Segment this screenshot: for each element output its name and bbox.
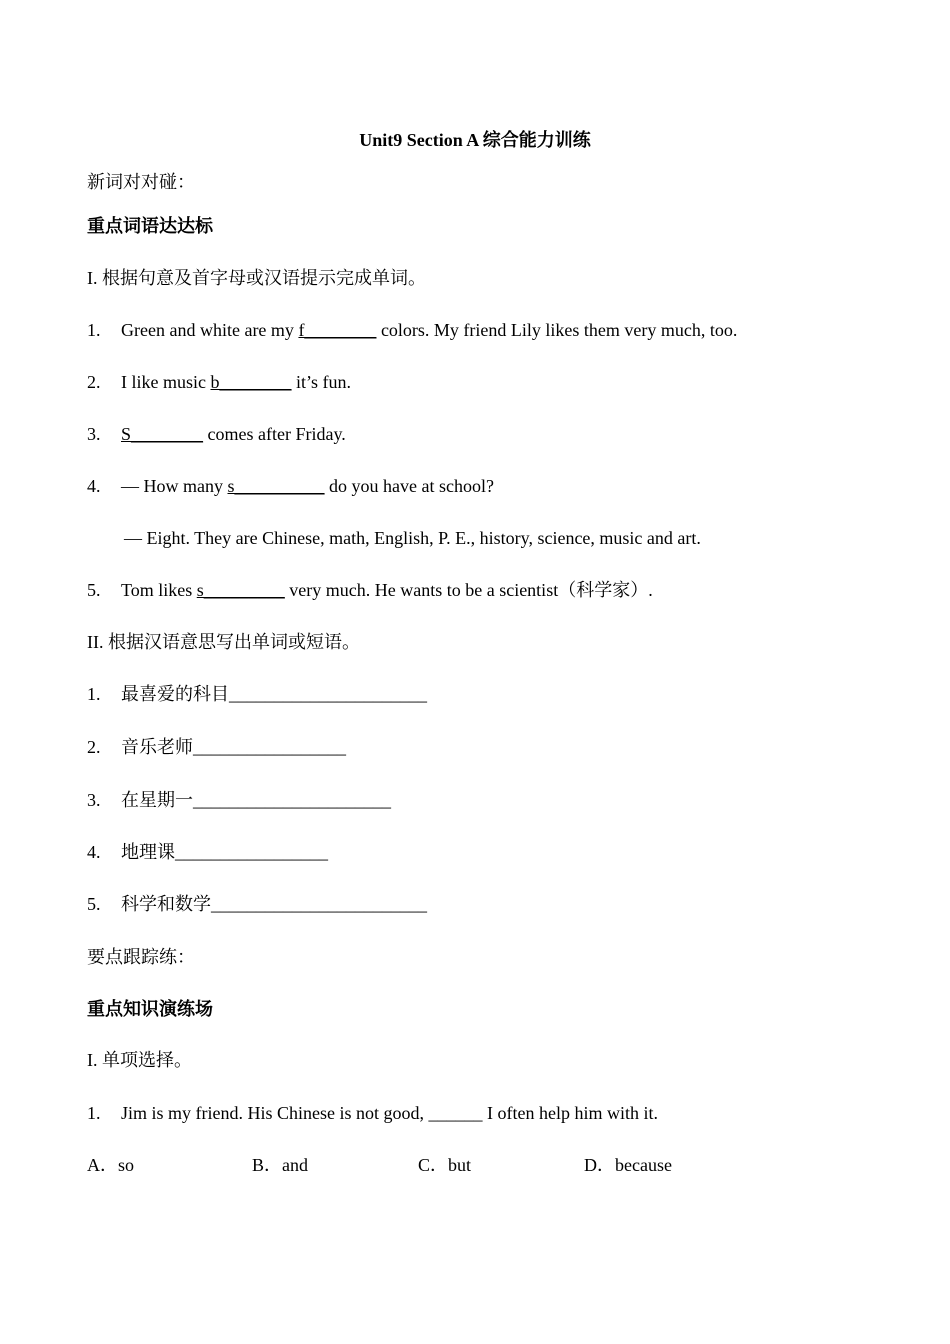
fill-in-item-1 xyxy=(87,319,737,341)
translation-item-5 xyxy=(87,893,427,915)
fill-in-item-5 xyxy=(87,579,653,601)
item-number: 3. xyxy=(87,790,101,810)
item-number: 5. xyxy=(87,894,101,914)
section-subheading-key-words: 重点词语达达标 xyxy=(87,216,213,236)
item-text[interactable]: 在星期一______________________ xyxy=(121,790,391,810)
fill-in-item-4 xyxy=(87,475,494,497)
option-c[interactable]: C．but xyxy=(418,1155,472,1175)
fill-in-item-4-answer-line: — Eight. They are Chinese, math, English, P. E., history, science, music and art. xyxy=(124,528,701,548)
item-text[interactable]: 科学和数学________________________ xyxy=(121,894,427,914)
item-text-after: it’s fun. xyxy=(291,372,351,392)
item-text[interactable]: 地理课_________________ xyxy=(121,842,328,862)
item-text[interactable]: 音乐老师_________________ xyxy=(121,737,346,757)
item-text-before: I like music xyxy=(121,372,211,392)
answer-blank[interactable]: s__________ xyxy=(227,476,325,496)
item-text-before: Green and white are my xyxy=(121,320,299,340)
fill-in-item-3 xyxy=(87,423,346,445)
section-heading-key-points: 要点跟踪练： xyxy=(87,947,195,967)
item-number: 1. xyxy=(87,320,101,340)
fill-in-item-2 xyxy=(87,371,351,393)
item-text-before: Tom likes xyxy=(121,580,197,600)
item-text-after: comes after Friday. xyxy=(203,424,346,444)
question-text: Jim is my friend. His Chinese is not good, ______ I often help him with it. xyxy=(121,1103,658,1123)
item-number: 1. xyxy=(87,684,101,704)
translation-item-1 xyxy=(87,683,427,705)
item-number: 3. xyxy=(87,424,101,444)
option-a[interactable]: A．so xyxy=(87,1155,135,1175)
item-number: 4. xyxy=(87,842,101,862)
item-text-after: do you have at school? xyxy=(324,476,494,496)
item-number: 2. xyxy=(87,737,101,757)
section-subheading-practice: 重点知识演练场 xyxy=(87,999,213,1019)
option-d[interactable]: D．because xyxy=(584,1155,672,1175)
translation-item-4 xyxy=(87,841,328,863)
item-text[interactable]: 最喜爱的科目______________________ xyxy=(121,684,427,704)
answer-blank[interactable]: b________ xyxy=(210,372,292,392)
page-title: Unit9 Section A 综合能力训练 xyxy=(359,130,591,150)
item-text-before: — How many xyxy=(121,476,228,496)
translation-item-2 xyxy=(87,736,346,758)
translation-item-3 xyxy=(87,789,391,811)
answer-blank[interactable]: f________ xyxy=(298,320,377,340)
item-number: 2. xyxy=(87,372,101,392)
part-ii-instructions: II. 根据汉语意思写出单词或短语。 xyxy=(87,632,360,652)
item-text-after: colors. My friend Lily likes them very much, too. xyxy=(376,320,738,340)
item-number: 1. xyxy=(87,1103,101,1123)
option-b[interactable]: B．and xyxy=(252,1155,308,1175)
answer-blank[interactable]: S________ xyxy=(121,424,204,444)
multiple-choice-instructions: I. 单项选择。 xyxy=(87,1050,192,1070)
multiple-choice-question-1 xyxy=(87,1102,658,1124)
item-text-after: very much. He wants to be a scientist（科学家）. xyxy=(284,580,653,600)
item-number: 5. xyxy=(87,580,101,600)
part-i-instructions: I. 根据句意及首字母或汉语提示完成单词。 xyxy=(87,268,426,288)
section-heading-new-words: 新词对对碰： xyxy=(87,172,195,192)
answer-blank[interactable]: s_________ xyxy=(196,580,285,600)
item-number: 4. xyxy=(87,476,101,496)
